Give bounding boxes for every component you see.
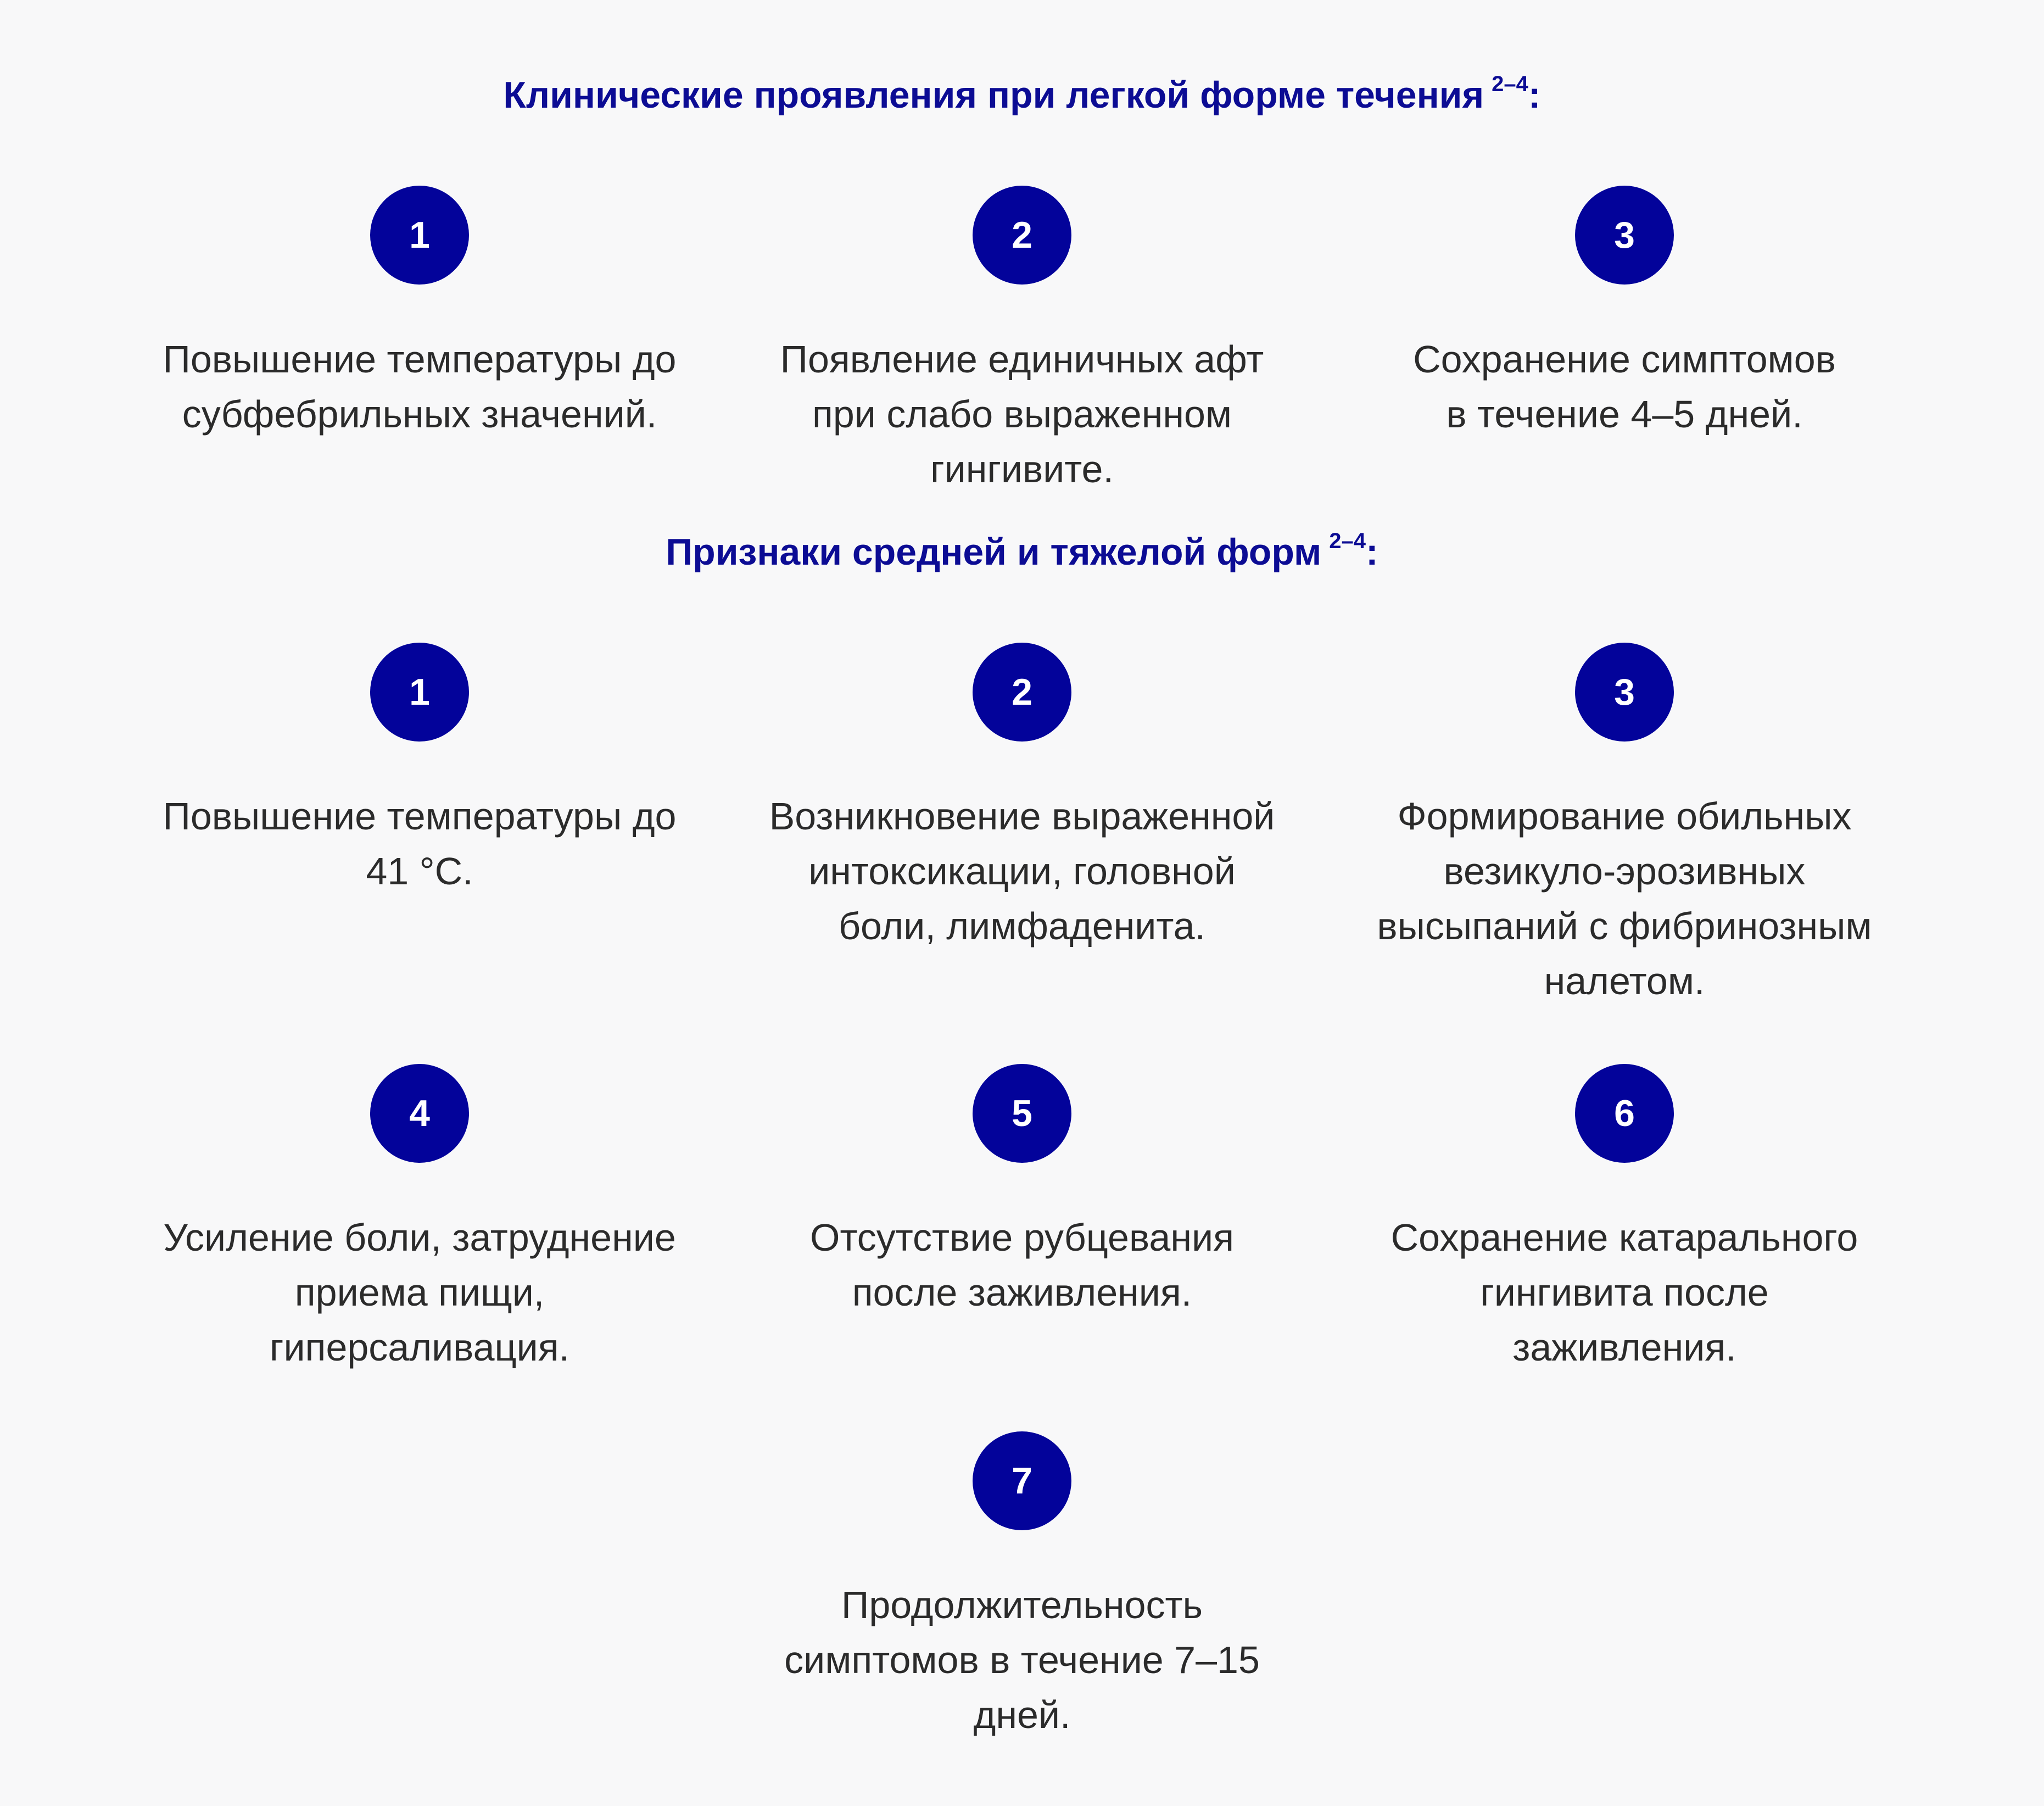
mild-item-1 bbox=[118, 186, 722, 442]
text-line: Отсутствие рубцевания bbox=[810, 1216, 1234, 1259]
text-line: Формирование обильных bbox=[1397, 795, 1852, 838]
item-text bbox=[118, 332, 722, 442]
text-line: Сохранение симптомов bbox=[1413, 338, 1836, 381]
severe-item-6 bbox=[1322, 1064, 1926, 1375]
number-badge: 7 bbox=[973, 1431, 1071, 1530]
item-text bbox=[118, 1210, 722, 1375]
number-badge: 1 bbox=[370, 186, 469, 285]
severe-heading-colon: : bbox=[1366, 531, 1378, 573]
text-line: гиперсаливация. bbox=[269, 1326, 570, 1369]
text-line: гингивите. bbox=[930, 448, 1114, 490]
number-badge: 2 bbox=[973, 186, 1071, 285]
severe-item-5 bbox=[720, 1064, 1324, 1320]
mild-heading-colon: : bbox=[1528, 74, 1541, 116]
mild-heading-text: Клинические проявления при легкой форме течения bbox=[503, 74, 1484, 116]
text-line: боли, лимфаденита. bbox=[838, 905, 1206, 947]
number-badge: 3 bbox=[1575, 186, 1674, 285]
number-badge: 1 bbox=[370, 643, 469, 742]
text-line: заживления. bbox=[1512, 1326, 1736, 1369]
number-badge: 6 bbox=[1575, 1064, 1674, 1163]
severe-item-1 bbox=[118, 643, 722, 899]
item-text bbox=[1322, 1210, 1926, 1375]
severe-section-heading bbox=[0, 527, 2044, 577]
item-text bbox=[720, 1210, 1324, 1320]
text-line: симптомов в течение 7–15 bbox=[784, 1638, 1260, 1681]
item-text bbox=[118, 789, 722, 899]
severe-item-3 bbox=[1322, 643, 1926, 1008]
number-badge: 2 bbox=[973, 643, 1071, 742]
text-line: гингивита после bbox=[1480, 1271, 1769, 1314]
text-line: приема пищи, bbox=[294, 1271, 545, 1314]
text-line: Появление единичных афт bbox=[780, 338, 1264, 381]
text-line: субфебрильных значений. bbox=[182, 393, 657, 436]
mild-item-3 bbox=[1322, 186, 1926, 442]
severe-item-2 bbox=[720, 643, 1324, 954]
text-line: в течение 4–5 дней. bbox=[1446, 393, 1803, 436]
text-line: дней. bbox=[973, 1693, 1071, 1736]
mild-heading-ref: 2–4 bbox=[1492, 72, 1528, 96]
item-text bbox=[720, 1578, 1324, 1742]
text-line: Сохранение катарального bbox=[1390, 1216, 1858, 1259]
text-line: налетом. bbox=[1544, 960, 1705, 1002]
number-badge: 3 bbox=[1575, 643, 1674, 742]
text-line: Возникновение выраженной bbox=[769, 795, 1275, 838]
text-line: при слабо выраженном bbox=[812, 393, 1232, 436]
text-line: после заживления. bbox=[852, 1271, 1192, 1314]
mild-section-heading bbox=[0, 70, 2044, 120]
text-line: Усиление боли, затруднение bbox=[163, 1216, 676, 1259]
mild-item-2 bbox=[720, 186, 1324, 497]
item-text bbox=[1322, 789, 1926, 1008]
number-badge: 4 bbox=[370, 1064, 469, 1163]
text-line: Продолжительность bbox=[841, 1584, 1203, 1626]
text-line: везикуло-эрозивных bbox=[1443, 850, 1806, 893]
severe-item-4 bbox=[118, 1064, 722, 1375]
item-text bbox=[720, 332, 1324, 497]
severe-heading-ref: 2–4 bbox=[1329, 529, 1366, 553]
text-line: Повышение температуры до bbox=[163, 338, 677, 381]
severe-heading-text: Признаки средней и тяжелой форм bbox=[666, 531, 1322, 573]
severe-item-7 bbox=[720, 1431, 1324, 1742]
item-text bbox=[1322, 332, 1926, 442]
text-line: высыпаний с фибринозным bbox=[1377, 905, 1872, 947]
text-line: Повышение температуры до bbox=[163, 795, 677, 838]
item-text bbox=[720, 789, 1324, 954]
number-badge: 5 bbox=[973, 1064, 1071, 1163]
text-line: 41 °С. bbox=[366, 850, 473, 893]
text-line: интоксикации, головной bbox=[808, 850, 1236, 893]
